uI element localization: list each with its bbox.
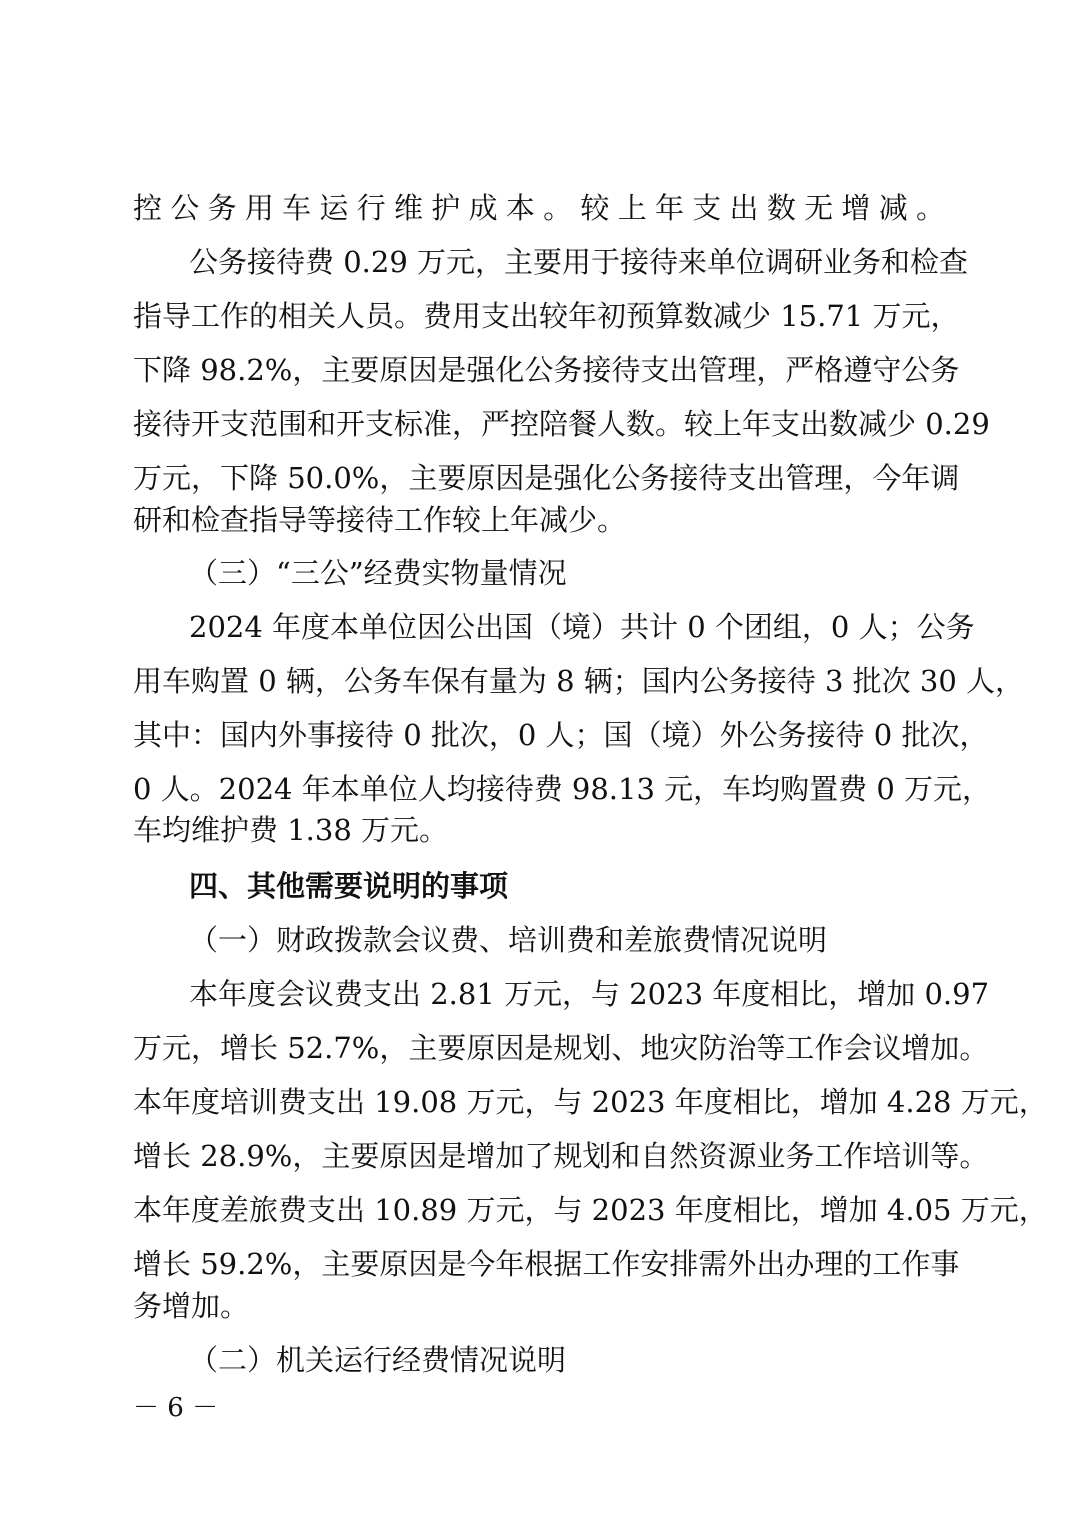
subsection-heading: （二）机关运行经费情况说明 [189, 1343, 567, 1377]
body-text-line: 增长 28.9%，主要原因是增加了规划和自然资源业务工作培训等。 [133, 1139, 989, 1173]
body-text-line: 下降 98.2%，主要原因是强化公务接待支出管理，严格遵守公务 [133, 353, 960, 387]
body-text-line: 本年度差旅费支出 10.89 万元，与 2023 年度相比，增加 4.05 万元， [133, 1193, 1048, 1227]
page-number: － 6 － [133, 1393, 219, 1423]
body-text-line: 2024 年度本单位因公出国（境）共计 0 个团组，0 人；公务 [189, 610, 975, 644]
body-text-line: 本年度培训费支出 19.08 万元，与 2023 年度相比，增加 4.28 万元， [133, 1085, 1048, 1119]
body-text-line: 增长 59.2%，主要原因是今年根据工作安排需外出办理的工作事 [133, 1247, 960, 1281]
body-text-line: 用车购置 0 辆，公务车保有量为 8 辆；国内公务接待 3 批次 30 人， [133, 664, 1025, 698]
body-text-line: 公务接待费 0.29 万元，主要用于接待来单位调研业务和检查 [189, 245, 969, 279]
body-text-line: 车均维护费 1.38 万元。 [133, 813, 449, 847]
body-text-line: 控公务用车运行维护成本。较上年支出数无增减。 [133, 191, 945, 225]
subsection-heading: （一）财政拨款会议费、培训费和差旅费情况说明 [189, 923, 828, 957]
body-text-line: 务增加。 [133, 1289, 250, 1323]
subsection-heading: （三）“三公”经费实物量情况 [189, 556, 567, 590]
body-text-line: 研和检查指导等接待工作较上年减少。 [133, 503, 627, 537]
body-text-line: 本年度会议费支出 2.81 万元，与 2023 年度相比，增加 0.97 [189, 977, 990, 1011]
body-text-line: 接待开支范围和开支标准，严控陪餐人数。较上年支出数减少 0.29 [133, 407, 990, 441]
body-text-line: 万元，下降 50.0%，主要原因是强化公务接待支出管理，今年调 [133, 461, 960, 495]
body-text-line: 0 人。2024 年本单位人均接待费 98.13 元，车均购置费 0 万元， [133, 772, 992, 806]
body-text-line: 指导工作的相关人员。费用支出较年初预算数减少 15.71 万元， [133, 299, 960, 333]
body-text-line: 其中：国内外事接待 0 批次，0 人；国（境）外公务接待 0 批次， [133, 718, 989, 752]
body-text-line: 万元，增长 52.7%，主要原因是规划、地灾防治等工作会议增加。 [133, 1031, 989, 1065]
section-heading: 四、其他需要说明的事项 [189, 869, 509, 903]
